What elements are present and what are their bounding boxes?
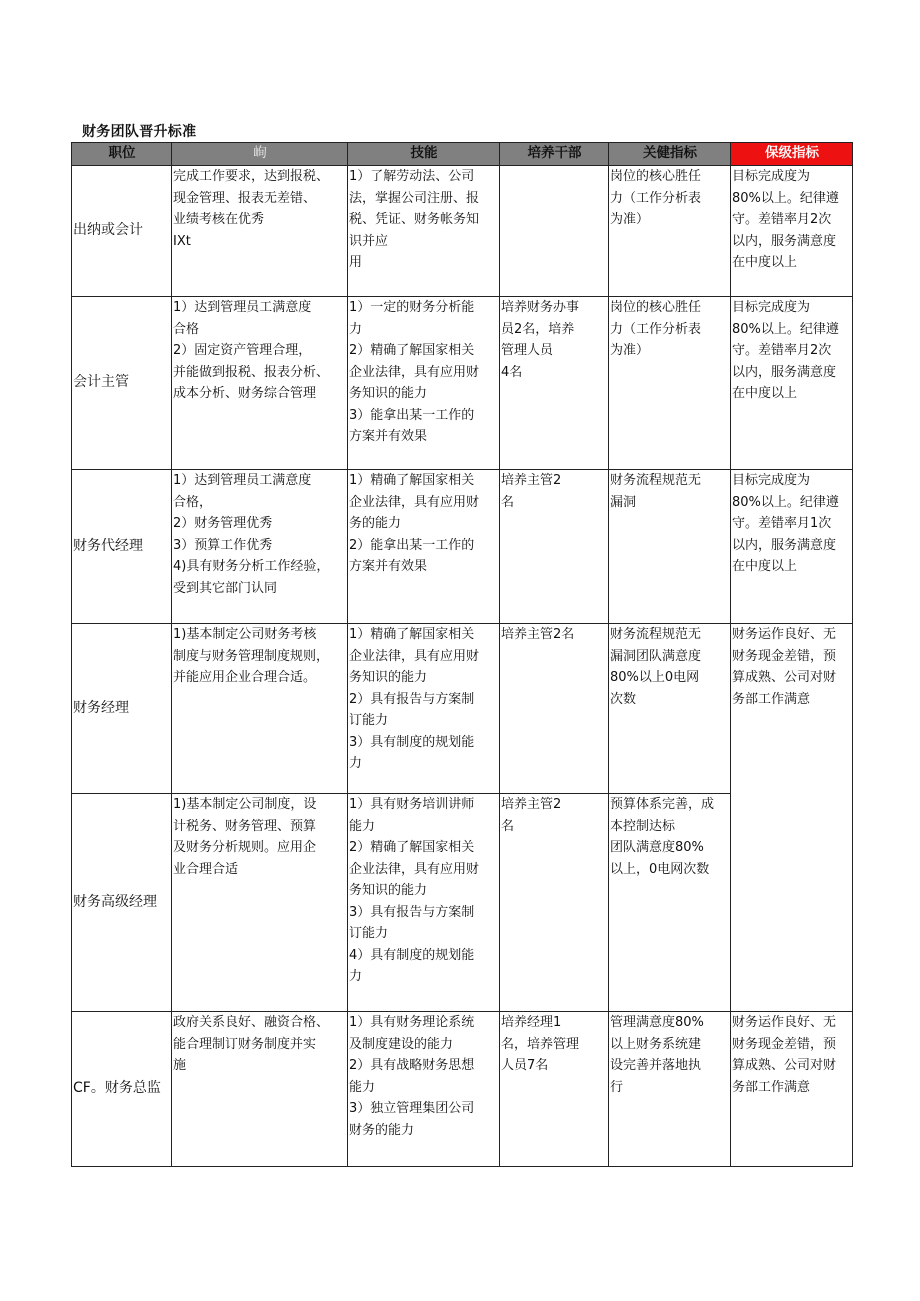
training-line: 名，培养管理 [501, 1036, 580, 1052]
keep-cell [731, 166, 853, 297]
skill-line: 1）一定的财务分析能 [349, 300, 475, 315]
kpi-cell [609, 624, 731, 794]
kpi-line: 财务流程规范无 [610, 473, 702, 488]
duty-line: 制度与财务管理制度规则， [173, 648, 330, 664]
keep-line: 务部工作满意 [732, 691, 811, 707]
kpi-line: 预算体系完善，成 [610, 797, 715, 812]
table-row [72, 1012, 853, 1167]
training-line: 管理人员 [501, 343, 554, 358]
skill-line: 及制度建设的能力 [349, 1036, 454, 1052]
position-cell: 财务代经理 [72, 470, 172, 624]
skill-line: 3）具有报告与方案制 [349, 904, 475, 920]
skill-line: 2）具有报告与方案制 [349, 691, 475, 707]
header-row [72, 143, 853, 166]
training-cell [500, 297, 609, 470]
duty-line: 3）预算工作优秀 [173, 537, 273, 553]
skill-line: 3）能拿出某一工作的 [349, 407, 475, 423]
kpi-line: 为准） [610, 343, 650, 358]
duty-line: 1)基本制定公司财务考核 [173, 627, 317, 642]
keep-line: 在中度以上 [732, 255, 798, 270]
skill-line: 企业法律，具有应用财 [349, 861, 480, 877]
duty-line: 完成工作要求，达到报税、 [173, 169, 330, 184]
skill-line: 力 [349, 321, 363, 337]
kpi-cell [609, 794, 731, 1012]
keep-line: 算成熟、公司对财 [732, 1058, 837, 1073]
kpi-line: 岗位的核心胜任 [610, 300, 702, 315]
kpi-cell [609, 470, 731, 624]
training-line: 员2名，培养 [501, 321, 575, 337]
position-cell: 财务高级经理 [72, 794, 172, 1012]
promotion-standards-table [71, 142, 853, 1167]
position-cell: 财务经理 [72, 624, 172, 794]
header-kpi: 关健指标 [609, 143, 731, 166]
skill-line: 订能力 [349, 926, 389, 941]
kpi-line: 团队满意度80% [610, 840, 704, 855]
keep-line: 财务运作良好、无 [732, 1015, 837, 1030]
skill-line: 方案并有效果 [349, 559, 428, 574]
training-line: 培养经理1 [501, 1015, 562, 1030]
duty-line: 施 [173, 1058, 187, 1073]
keep-cell [731, 470, 853, 624]
duty-cell [172, 1012, 348, 1167]
duty-line: 受到其它部门认同 [173, 580, 278, 596]
keep-line: 80%以上。纪律遵 [732, 190, 839, 206]
kpi-cell [609, 1012, 731, 1167]
kpi-line: 漏洞 [610, 494, 637, 510]
position-cell: CF。财务总监 [72, 1012, 172, 1167]
skill-line: 力 [349, 969, 363, 984]
table-row [72, 297, 853, 470]
duty-line: 2）固定资产管理合理， [173, 343, 312, 358]
position-cell: 会计主管 [72, 297, 172, 470]
header-skill: 技能 [348, 143, 500, 166]
skill-line: 务的能力 [349, 516, 402, 531]
skill-line: 方案并有效果 [349, 429, 428, 444]
table-row [72, 470, 853, 624]
duty-line: 计税务、财务管理、预算 [173, 818, 317, 834]
keep-line: 守。差错率月2次 [732, 343, 832, 358]
skill-line: 订能力 [349, 713, 389, 728]
duty-line: 能合理制订财务制度并实 [173, 1036, 317, 1052]
kpi-line: 次数 [610, 691, 637, 707]
training-cell [500, 166, 609, 297]
skill-line: 识并应 [349, 233, 389, 249]
skill-cell [348, 624, 500, 794]
keep-cell [731, 297, 853, 470]
duty-line: 合格 [173, 321, 200, 337]
position-cell: 出纳或会计 [72, 166, 172, 297]
keep-line: 财务现金差错，预 [732, 1036, 837, 1052]
skill-cell [348, 1012, 500, 1167]
training-cell [500, 624, 609, 794]
kpi-line: 岗位的核心胜任 [610, 169, 702, 184]
duty-cell [172, 470, 348, 624]
duty-line: IXt [173, 233, 191, 249]
skill-cell [348, 794, 500, 1012]
duty-cell [172, 794, 348, 1012]
keep-line: 在中度以上 [732, 386, 798, 401]
skill-line: 2）精确了解国家相关 [349, 840, 475, 855]
duty-line: 1）达到管理员工满意度 [173, 473, 312, 488]
kpi-line: 本控制达标 [610, 818, 676, 834]
skill-line: 1）具有财务理论系统 [349, 1015, 475, 1030]
keep-line: 守。差错率月2次 [732, 212, 832, 227]
duty-line: 及财务分析规则。应用企 [173, 840, 317, 855]
training-line: 培养主管2名 [501, 627, 575, 642]
kpi-line: 为准） [610, 212, 650, 227]
kpi-line: 力（工作分析表 [610, 190, 702, 206]
kpi-line: 以上，0电网次数 [610, 861, 710, 877]
skill-line: 2）具有战略财务思想 [349, 1058, 475, 1073]
kpi-line: 以上财务系统建 [610, 1036, 702, 1052]
keep-cell [731, 624, 853, 1012]
skill-line: 企业法律，具有应用财 [349, 364, 480, 380]
skill-line: 税、凭证、财务帐务知 [349, 212, 480, 227]
skill-line: 务知识的能力 [349, 883, 428, 898]
kpi-cell [609, 297, 731, 470]
keep-line: 财务运作良好、无 [732, 627, 837, 642]
training-cell [500, 470, 609, 624]
header-duty: 峋 [172, 143, 348, 166]
kpi-line: 行 [610, 1079, 624, 1095]
kpi-cell [609, 166, 731, 297]
skill-line: 2）精确了解国家相关 [349, 343, 475, 358]
training-cell [500, 1012, 609, 1167]
duty-line: 业绩考核在优秀 [173, 212, 265, 227]
keep-line: 目标完成度为 [732, 300, 811, 315]
skill-line: 企业法律，具有应用财 [349, 648, 480, 664]
header-training: 培养干部 [500, 143, 609, 166]
kpi-line: 漏洞团队满意度 [610, 648, 702, 664]
table-row [72, 166, 853, 297]
training-line: 人员7名 [501, 1058, 549, 1073]
duty-cell [172, 297, 348, 470]
skill-line: 4）具有制度的规划能 [349, 947, 475, 963]
kpi-line: 财务流程规范无 [610, 627, 702, 642]
skill-line: 财务的能力 [349, 1122, 415, 1138]
duty-line: 并能应用企业合理合适。 [173, 670, 317, 685]
skill-line: 企业法律，具有应用财 [349, 494, 480, 510]
kpi-line: 80%以上0电网 [610, 670, 700, 685]
keep-line: 务部工作满意 [732, 1079, 811, 1095]
duty-line: 政府关系良好、融资合格、 [173, 1015, 330, 1030]
keep-line: 财务现金差错，预 [732, 648, 837, 664]
skill-line: 3）具有制度的规划能 [349, 734, 475, 750]
duty-line: 成本分析、财务综合管理 [173, 386, 317, 401]
skill-cell [348, 470, 500, 624]
keep-line: 以内，服务满意度 [732, 364, 837, 380]
training-line: 培养主管2 [501, 797, 562, 812]
skill-line: 力 [349, 756, 363, 771]
skill-line: 法，掌握公司注册、报 [349, 190, 480, 206]
header-keep-level: 保级指标 [731, 143, 853, 166]
keep-line: 80%以上。纪律遵 [732, 494, 839, 510]
duty-cell [172, 624, 348, 794]
document-title: 财务团队晋升标准 [82, 124, 197, 140]
keep-cell [731, 1012, 853, 1167]
duty-line: 现金管理、报表无差错、 [173, 190, 317, 206]
skill-line: 3）独立管理集团公司 [349, 1101, 475, 1116]
skill-cell [348, 297, 500, 470]
skill-line: 用 [349, 255, 363, 270]
duty-line: 业合理合适 [173, 861, 239, 877]
skill-line: 2）能拿出某一工作的 [349, 537, 475, 553]
skill-line: 1）精确了解国家相关 [349, 473, 475, 488]
duty-line: 1）达到管理员工满意度 [173, 300, 312, 315]
training-line: 名 [501, 818, 515, 834]
table-row [72, 624, 853, 794]
training-line: 名 [501, 494, 515, 510]
duty-line: 4)具有财务分析工作经验， [173, 559, 330, 574]
skill-line: 1）了解劳动法、公司 [349, 169, 475, 184]
keep-line: 目标完成度为 [732, 169, 811, 184]
skill-line: 1）具有财务培训讲师 [349, 797, 475, 812]
keep-line: 目标完成度为 [732, 473, 811, 488]
skill-line: 能力 [349, 1079, 376, 1095]
skill-cell [348, 166, 500, 297]
skill-line: 务知识的能力 [349, 386, 428, 401]
duty-line: 并能做到报税、报表分析、 [173, 364, 330, 380]
training-line: 培养主管2 [501, 473, 562, 488]
skill-line: 1）精确了解国家相关 [349, 627, 475, 642]
table-body [72, 166, 853, 1167]
training-cell [500, 794, 609, 1012]
keep-line: 算成熟、公司对财 [732, 670, 837, 685]
duty-line: 合格， [173, 494, 213, 510]
duty-line: 2）财务管理优秀 [173, 516, 273, 531]
duty-cell [172, 166, 348, 297]
keep-line: 守。差错率月1次 [732, 516, 832, 531]
training-line: 4名 [501, 364, 523, 380]
kpi-line: 管理满意度80% [610, 1015, 704, 1030]
keep-line: 80%以上。纪律遵 [732, 321, 839, 337]
skill-line: 能力 [349, 818, 376, 834]
keep-line: 在中度以上 [732, 559, 798, 574]
keep-line: 以内，服务满意度 [732, 233, 837, 249]
duty-line: 1)基本制定公司制度，设 [173, 797, 317, 812]
kpi-line: 力（工作分析表 [610, 321, 702, 337]
training-line: 培养财务办事 [501, 300, 580, 315]
keep-line: 以内，服务满意度 [732, 537, 837, 553]
header-position: 职位 [72, 143, 172, 166]
skill-line: 务知识的能力 [349, 670, 428, 685]
kpi-line: 设完善并落地执 [610, 1058, 702, 1073]
